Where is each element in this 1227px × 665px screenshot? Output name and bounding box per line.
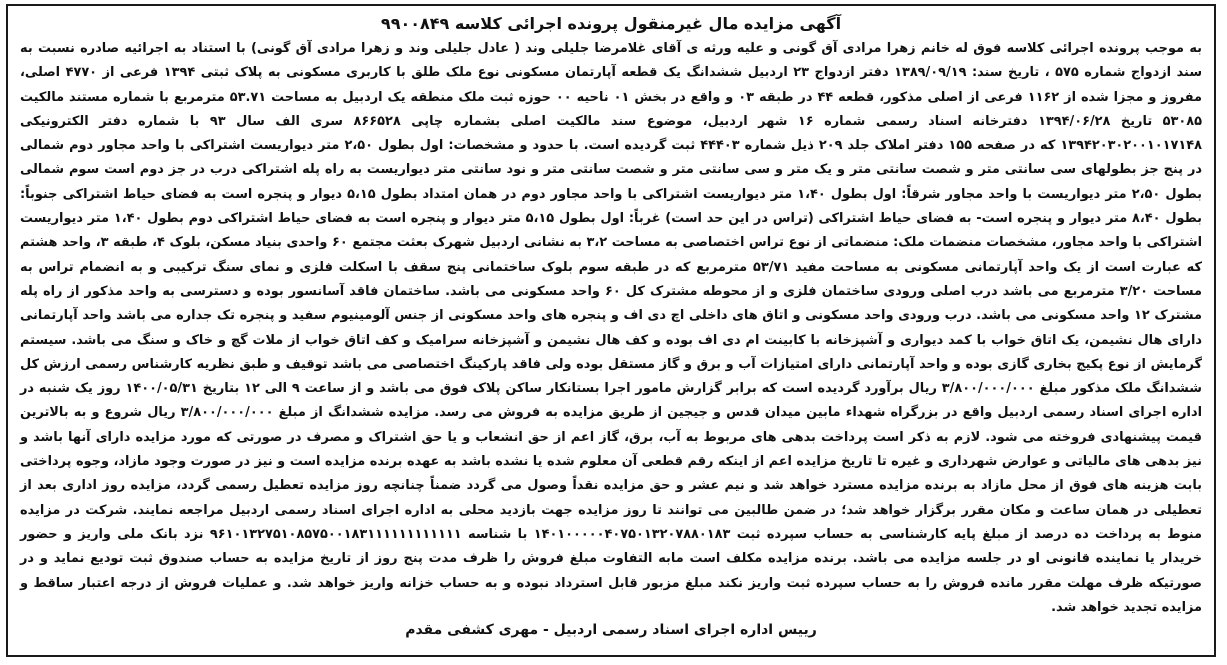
notice-body: به موجب پرونده اجرائی کلاسه فوق له خانم زهرا مرادی آق گونی و علیه ورثه ی آقای غلامرضا جلیلی وند ( عادل جلیلی وند و زهرا مرادی آق گونی) با استناد به اجرائیه صادره نسبت به سند ازدواج شماره ۵۷۵ ، تاریخ سند: ۱۳۸۹/۰۹/۱۹ دفتر ازدواج ۲۳ اردبیل ششدانگ یک قطعه آپارتمان مسکونی نوع ملک طلق با کاربری مسکونی به پلاک ثبتی ۱۳۹۴ فرعی از ۴۷۷۰ اصلی، مفروز و مجزا شده از ۱۱۶۲ فرعی از اصلی مذکور، قطعه ۴۴ در طبقه ۰۳ و واقع در بخش ۰۱ ناحیه ۰۰ حوزه ثبت ملک منطقه یک اردبیل به مساحت ۵۳.۷۱ مترمربع با شماره مستند مالکیت ۵۳۰۸۵ تاریخ ۱۳۹۴/۰۶/۲۸ دفترخانه اسناد رسمی شماره ۱۶ شهر اردبیل، موضوع سند مالکیت اصلی بشماره چاپی ۸۶۶۵۲۸ سری الف سال ۹۳ با شماره دفتر الکترونیکی ۱۳۹۴۲۰۳۰۲۰۰۱۰۱۷۱۴۸ که در صفحه ۱۵۵ دفتر املاک جلد ۲۰۹ ذیل شماره ۴۴۴۰۳ ثبت گردیده است. با حدود و مشخصات: اول بطول ۲،۵۰ متر دیواریست اشتراکی با واحد مجاور دوم شمالی در پنج جز بطولهای سی سانتی متر و شصت سانتی متر و یک متر و سی سانتی متر و شصت سانتی متر و نود سانتی متر دیواریست به راه پله اشتراکی درب در جز دوم است سوم شمالی بطول ۲،۵۰ متر دیواریست با واحد مجاور شرقاً: اول بطول ۱،۴۰ متر دیواریست اشتراکی با واحد مجاور دوم در همان امتداد بطول ۵،۱۵ دیوار و پنجره است به فضای حیاط اشتراکی جنوباً: بطول ۸،۴۰ متر دیوار و پنجره است- به فضای حیاط اشتراکی (تراس در این حد است) غرباً: اول بطول ۵،۱۵ متر دیوار و پنجره است به فضای حیاط اشتراکی دوم بطول ۱،۴۰ متر دیواریست اشتراکی با واحد مجاور، مشخصات منضمات ملک: منضماتی از نوع تراس اختصاصی به مساحت ۳،۲ به نشانی اردبیل شهرک بعثت مجتمع ۶۰ واحدی بنیاد مسکن، بلوک ۴، طبقه ۳، واحد هشتم که عبارت است از یک واحد آپارتمانی مسکونی به مساحت مفید ۵۳/۷۱ مترمربع که در طبقه سوم بلوک ساختمانی پنج سقف با اسکلت فلزی و نمای سنگ ترکیبی و به انضمام تراس به مساحت ۳/۲۰ مترمربع می باشد درب اصلی ورودی ساختمان فلزی و از محوطه مشترک کل ۶۰ واحد مسکونی می باشد. ساختمان فاقد آسانسور بوده و دسترسی به واحد مذکور از راه پله مشترک ۱۲ واحد مسکونی می باشد. درب ورودی واحد مسکونی و اتاق های داخلی اچ دی اف و پنجره های واحد مسکونی از جنس آلومینیوم سفید و پنجره تک جداره می باشد واحد آپارتمانی دارای هال نشیمن، یک اتاق خواب با کمد دیواری و آشپزخانه با کابینت ام دی اف بوده و کف هال نشیمن و آشپزخانه سرامیک و کف اتاق خواب از ملات گچ و خاک و سنگ می باشد. سیستم گرمایش از نوع پکیج بخاری گازی بوده و واحد آپارتمانی دارای امتیازات آب و برق و گاز مستقل بوده ولی فاقد پارکینگ اختصاصی می باشد توقیف و طبق نظریه کارشناس رسمی ارزش کل ششدانگ ملک مذکور مبلغ ۳/۸۰۰/۰۰۰/۰۰۰ ریال برآورد گردیده است که برابر گزارش مامور اجرا بستانکار ساکن پلاک فوق می باشد و از ساعت ۹ الی ۱۲ بتاریخ ۱۴۰۰/۰۵/۳۱ روز یک شنبه در اداره اجرای اسناد رسمی اردبیل واقع در بزرگراه شهداء مابین میدان قدس و جیجین از طریق مزایده به فروش می رسد. مزایده ششدانگ از مبلغ ۳/۸۰۰/۰۰۰/۰۰۰ ریال شروع و به بالاترین قیمت پیشنهادی فروخته می شود. لازم به ذکر است پرداخت بدهی های مربوط به آب، برق، گاز اعم از حق انشعاب و یا حق اشتراک و مصرف در صورتی که مورد مزایده دارای آنها باشد و نیز بدهی های مالیاتی و عوارض شهرداری و غیره تا تاریخ مزایده اعم از اینکه رقم قطعی آن معلوم شده یا نشده باشد به عهده برنده مزایده است و نیز در صورت وجود مازاد، وجوه پرداختی بابت هزینه های فوق از محل مازاد به برنده مزایده مسترد خواهد شد و نیم عشر و حق مزایده نقداً وصول می گردد ضمناً چنانچه روز مزایده تعطیل رسمی گردد، مزایده روز اداری بعد از تعطیلی در همان ساعت و مکان مقرر برگزار خواهد شد؛ در ضمن طالبین می توانند تا روز مزایده جهت بازدید محلی به اداره اجرای اسناد رسمی اردبیل مراجعه نمایند. شرکت در مزایده منوط به پرداخت ده درصد از مبلغ پایه کارشناسی به حساب سپرده ثبت ۱۴۰۱۰۰۰۰۰۴۰۷۵۰۱۳۲۰۷۸۸۰۱۸۳ با شناسه ۹۶۱۰۱۳۲۷۵۱۰۸۵۷۵۰۰۱۸۳۱۱۱۱۱۱۱۱۱۱۱۱ نزد بانک ملی واریز و حضور خریدار یا نماینده قانونی او در جلسه مزایده می باشد. برنده مزایده مکلف است مابه التفاوت مبلغ فروش را ظرف مدت پنج روز از تاریخ مزایده به حساب صندوق ثبت توديع نماید و در صورتیکه ظرف مهلت مقرر مانده فروش را به حساب سپرده ثبت واریز نکند مبلغ مزبور قابل استرداد نبوده و به حساب خزانه واریز خواهد شد. و عملیات فروش از درجه اعتبار ساقط و مزایده تجدید خواهد شد. (20, 41, 1203, 615)
notice-box (6, 4, 1216, 657)
notice-title: آگهی مزایده مال غیرمنقول پرونده اجرائی کلاسه ۹۹۰۰۸۴۹ (380, 14, 842, 33)
notice-signature: رییس اداره اجرای اسناد رسمی اردبیل - مهری کشفی مقدم (405, 622, 817, 639)
